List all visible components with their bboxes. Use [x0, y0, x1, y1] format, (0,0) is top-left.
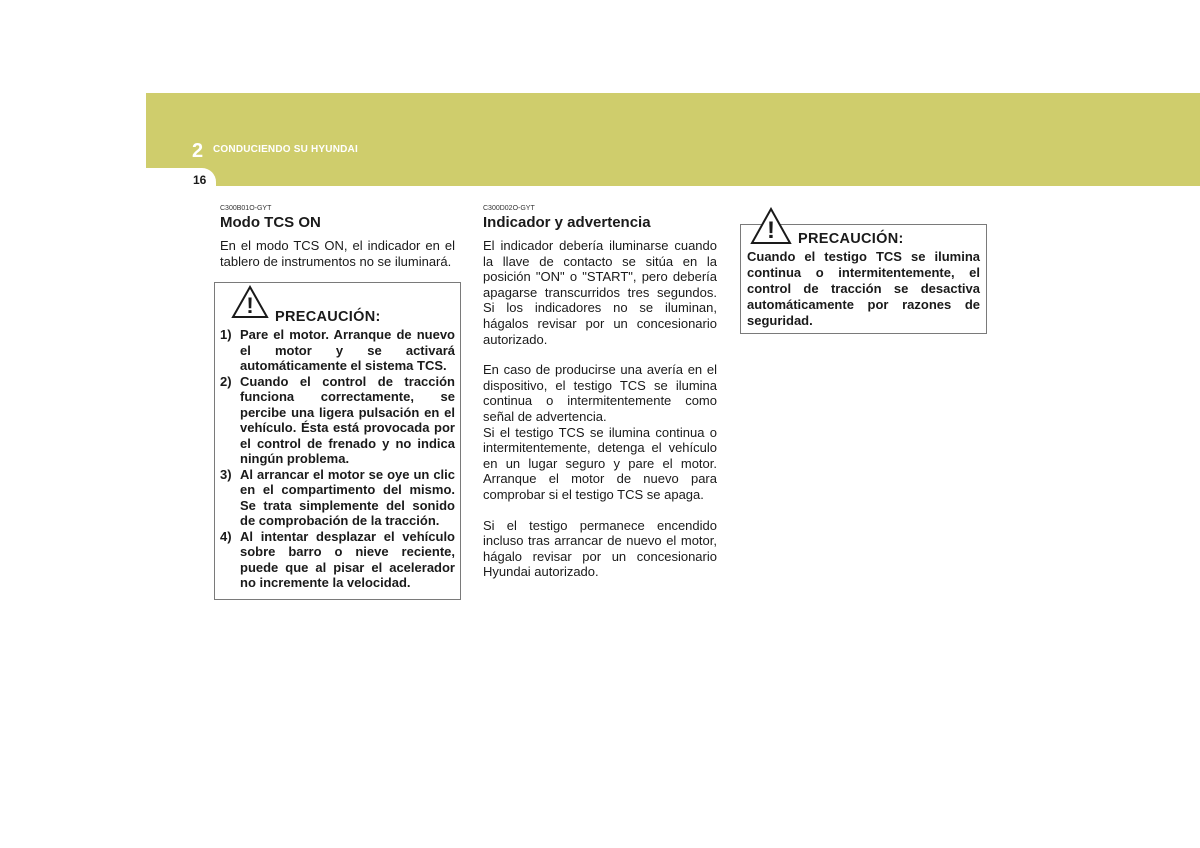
- caution-item: 1) Pare el motor. Arranque de nuevo el motor y se activará automáticamente el sistema TCS.: [220, 327, 455, 373]
- caution-item: 3) Al arrancar el motor se oye un clic en el compartimento del mismo. Se trata simplemente del sonido de comprobación de la tracción.: [220, 466, 455, 528]
- section-paragraph: En caso de producirse una avería en el dispositivo, el testigo TCS se ilumina continua o intermitentemente como señal de advertencia.: [483, 362, 717, 424]
- caution-text: Cuando el testigo TCS se ilumina continua o intermitentemente, el control de tracción se desactiva automáticamente por razones de seguridad.: [747, 249, 980, 328]
- section-code: C300B01O-GYT: [220, 205, 272, 212]
- caution-item: 4) Al intentar desplazar el vehículo sobre barro o nieve reciente, puede que al pisar el acelerador no incremente la velocidad.: [220, 528, 455, 590]
- chapter-number: 2: [192, 140, 204, 162]
- page-number: 16: [193, 173, 207, 187]
- caution-item: 2) Cuando el control de tracción funciona correctamente, se percibe una ligera pulsación en el vehículo. Ésta está provocada por el control de frenado y no indica ningún problema.: [220, 373, 455, 466]
- section-paragraph: En el modo TCS ON, el indicador en el tablero de instrumentos no se iluminará.: [220, 238, 455, 269]
- section-title: Indicador y advertencia: [483, 214, 651, 231]
- chapter-header-band: [146, 93, 1200, 186]
- section-title: Modo TCS ON: [220, 214, 321, 231]
- caution-box-left: [214, 282, 461, 600]
- section-paragraph: El indicador debería iluminarse cuando la llave de contacto se sitúa en la posición "ON" o "START", pero debería apagarse transcurridos tres segundos. Si los indicadores no se iluminan, hágalos revisar por un concesionario autorizado.: [483, 238, 717, 347]
- caution-title: PRECAUCIÓN:: [275, 309, 381, 325]
- svg-text:!: !: [246, 293, 254, 318]
- caution-title: PRECAUCIÓN:: [798, 231, 904, 247]
- caution-list: [220, 327, 455, 591]
- caution-box-right: [740, 217, 987, 334]
- left-column: [220, 204, 455, 269]
- svg-text:!: !: [767, 217, 775, 244]
- section-paragraph: Si el testigo permanece encendido incluso tras arrancar de nuevo el motor, hágalo revisar por un concesionario Hyundai autorizado.: [483, 517, 717, 580]
- chapter-title: CONDUCIENDO SU HYUNDAI: [213, 144, 358, 155]
- section-paragraph: Si el testigo TCS se ilumina continua o intermitentemente, detenga el vehículo en un lugar seguro y pare el motor. Arranque el motor de nuevo para comprobar si el testigo TCS se apaga.: [483, 424, 717, 502]
- warning-triangle-icon: [750, 207, 792, 245]
- middle-column: [483, 204, 717, 580]
- warning-triangle-icon: [231, 285, 269, 319]
- section-code: C300D02O-GYT: [483, 205, 535, 212]
